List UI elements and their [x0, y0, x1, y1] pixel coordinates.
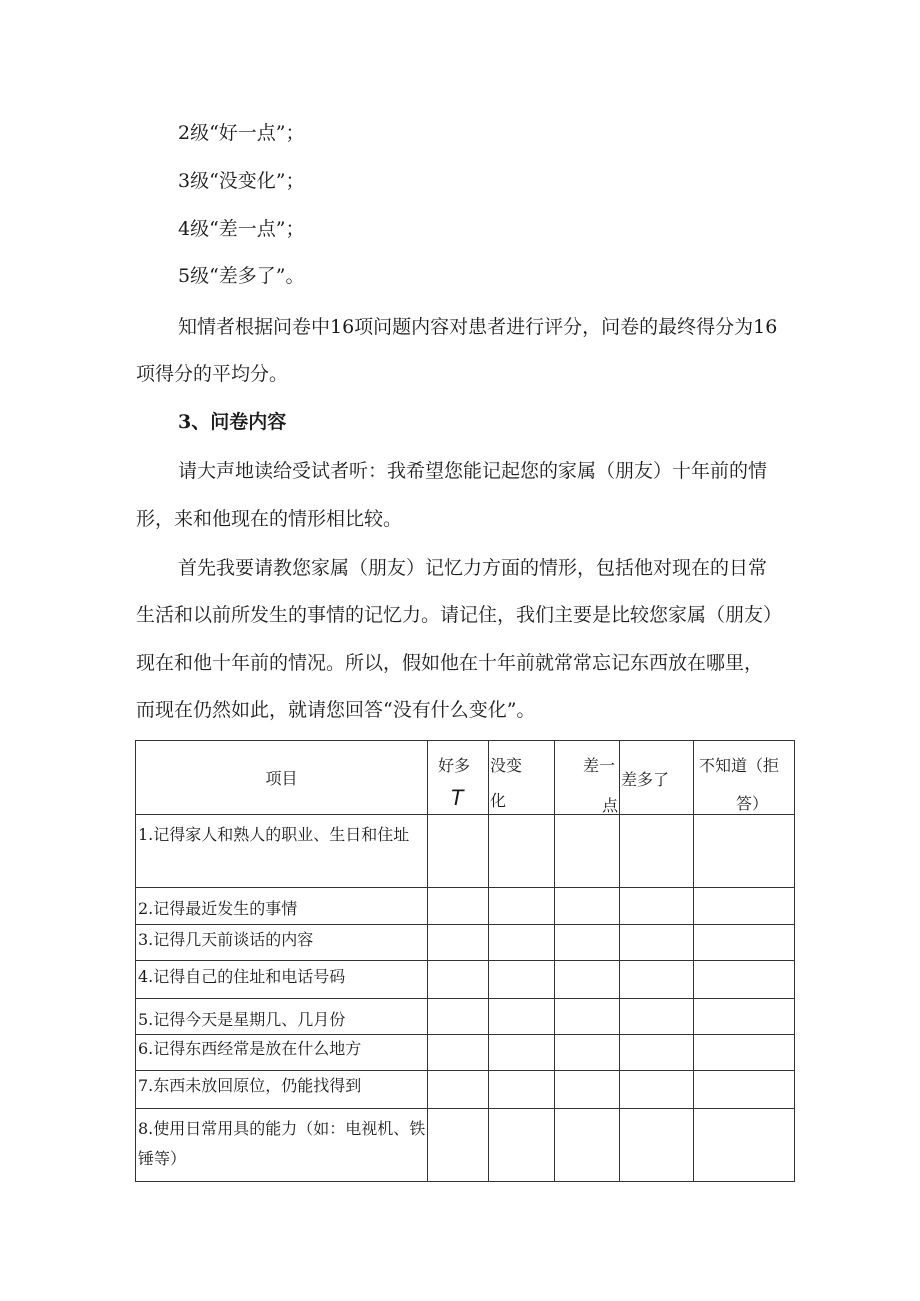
row-label: 2.记得最近发生的事情 [136, 888, 428, 925]
questionnaire-table [135, 740, 795, 1182]
header-a-bit-worse-l1: 差一 [583, 756, 616, 775]
header-much-better-l1: 好多 [438, 756, 471, 775]
answer-cell[interactable] [694, 1109, 795, 1182]
table-row [136, 815, 795, 888]
table-row [136, 1071, 795, 1109]
answer-cell[interactable] [694, 815, 795, 888]
row-label: 8.使用日常用具的能力（如：电视机、铁锤等） [136, 1109, 428, 1182]
header-dont-know [694, 741, 795, 815]
answer-cell[interactable] [428, 1109, 489, 1182]
answer-cell[interactable] [428, 961, 489, 999]
answer-cell[interactable] [694, 1071, 795, 1109]
row-label: 5.记得今天是星期几、几月份 [136, 999, 428, 1035]
header-much-worse-label: 差多了 [621, 770, 670, 789]
intro-p1-line-1: 请大声地读给受试者听：我希望您能记起您的家属（朋友）十年前的情 [178, 460, 768, 482]
answer-cell[interactable] [489, 888, 555, 925]
header-no-change [489, 741, 555, 815]
answer-cell[interactable] [489, 815, 555, 888]
header-a-bit-worse [555, 741, 620, 815]
row-label: 7.东西未放回原位，仍能找得到 [136, 1071, 428, 1109]
level-4: 4级“差一点”； [178, 218, 305, 240]
answer-cell[interactable] [428, 1035, 489, 1071]
intro-p2-line-1: 首先我要请教您家属（朋友）记忆力方面的情形，包括他对现在的日常 [178, 557, 768, 579]
table-row [136, 888, 795, 925]
table-row [136, 925, 795, 961]
answer-cell[interactable] [555, 961, 620, 999]
table-row [136, 1035, 795, 1071]
answer-cell[interactable] [489, 1035, 555, 1071]
level-5: 5级“差多了”。 [178, 265, 305, 287]
answer-cell[interactable] [428, 888, 489, 925]
table-row [136, 999, 795, 1035]
answer-cell[interactable] [555, 1071, 620, 1109]
answer-cell[interactable] [620, 815, 694, 888]
answer-cell[interactable] [555, 1035, 620, 1071]
answer-cell[interactable] [428, 815, 489, 888]
answer-cell[interactable] [620, 999, 694, 1035]
answer-cell[interactable] [694, 1035, 795, 1071]
scoring-line-1: 知情者根据问卷中16项问题内容对患者进行评分，问卷的最终得分为16 [178, 316, 778, 338]
intro-p2-line-4: 而现在仍然如此，就请您回答“没有什么变化”。 [136, 699, 536, 721]
intro-p1-line-2: 形，来和他现在的情形相比较。 [136, 508, 403, 530]
answer-cell[interactable] [620, 961, 694, 999]
table-row [136, 961, 795, 999]
answer-cell[interactable] [620, 1035, 694, 1071]
header-a-bit-worse-l2: 点 [602, 796, 619, 815]
answer-cell[interactable] [555, 1109, 620, 1182]
answer-cell[interactable] [489, 999, 555, 1035]
table-header-row [136, 741, 795, 815]
answer-cell[interactable] [620, 1071, 694, 1109]
answer-cell[interactable] [489, 1109, 555, 1182]
header-item: 项目 [136, 741, 428, 815]
answer-cell[interactable] [620, 888, 694, 925]
answer-cell[interactable] [620, 925, 694, 961]
header-no-change-l2: 化 [490, 791, 507, 810]
answer-cell[interactable] [489, 961, 555, 999]
header-much-better-l2: T [450, 785, 464, 810]
answer-cell[interactable] [694, 925, 795, 961]
answer-cell[interactable] [428, 999, 489, 1035]
answer-cell[interactable] [428, 1071, 489, 1109]
answer-cell[interactable] [694, 888, 795, 925]
header-dont-know-l1: 不知道（拒 [699, 756, 780, 775]
answer-cell[interactable] [555, 999, 620, 1035]
answer-cell[interactable] [694, 999, 795, 1035]
level-2: 2级“好一点”； [178, 122, 305, 144]
table-row [136, 1109, 795, 1182]
header-much-better [428, 741, 489, 815]
header-no-change-l1: 没变 [490, 756, 523, 775]
answer-cell[interactable] [428, 925, 489, 961]
answer-cell[interactable] [555, 815, 620, 888]
intro-p2-line-3: 现在和他十年前的情况。所以，假如他在十年前就常常忘记东西放在哪里， [136, 652, 764, 674]
level-3: 3级“没变化”； [178, 170, 305, 192]
answer-cell[interactable] [694, 961, 795, 999]
answer-cell[interactable] [555, 888, 620, 925]
header-dont-know-l2: 答） [736, 794, 769, 813]
row-label: 3.记得几天前谈话的内容 [136, 925, 428, 961]
answer-cell[interactable] [555, 925, 620, 961]
answer-cell[interactable] [620, 1109, 694, 1182]
scoring-line-2: 项得分的平均分。 [136, 363, 289, 385]
section-heading: 3、问卷内容 [178, 411, 287, 433]
intro-p2-line-2: 生活和以前所发生的事情的记忆力。请记住，我们主要是比较您家属（朋友） [136, 604, 783, 626]
row-label: 4.记得自己的住址和电话号码 [136, 961, 428, 999]
row-label: 6.记得东西经常是放在什么地方 [136, 1035, 428, 1071]
row-label: 1.记得家人和熟人的职业、生日和住址 [136, 815, 428, 888]
answer-cell[interactable] [489, 1071, 555, 1109]
header-much-worse [620, 741, 694, 815]
answer-cell[interactable] [489, 925, 555, 961]
